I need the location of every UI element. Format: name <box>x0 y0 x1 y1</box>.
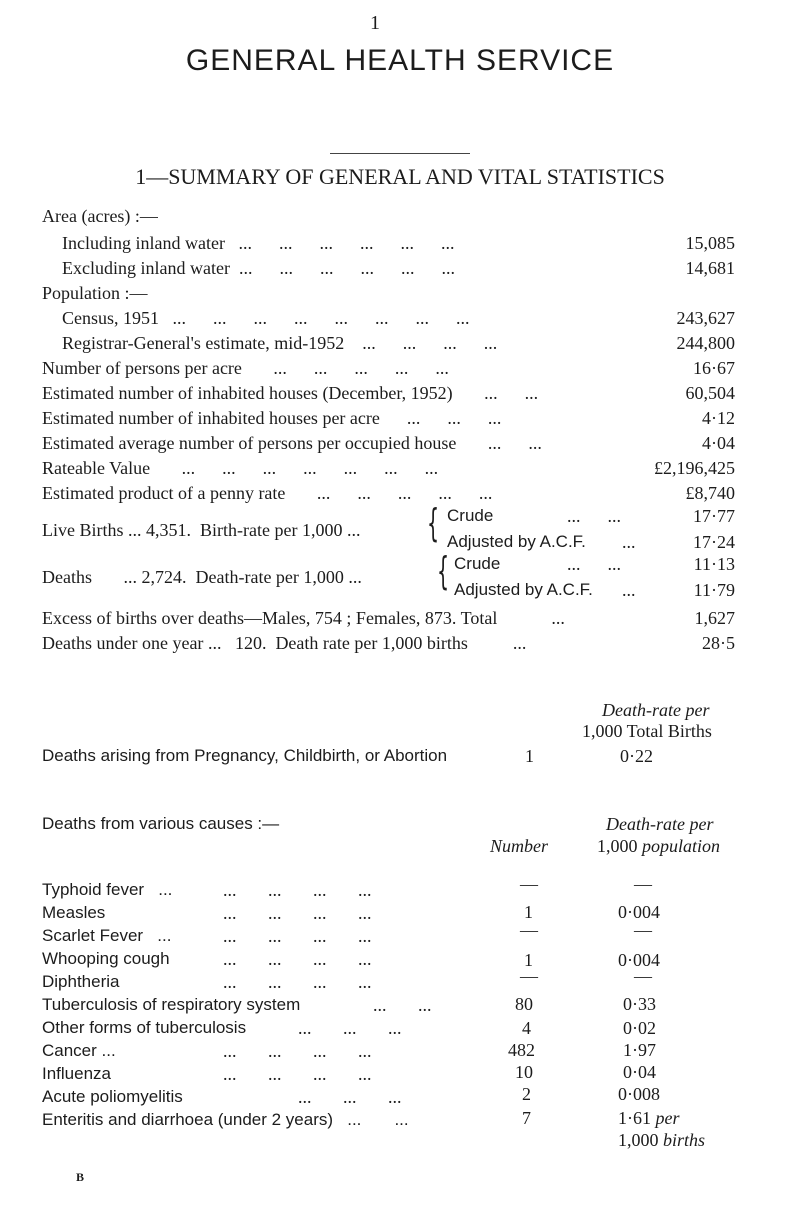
cause-row-label: Typhoid fever ... <box>42 880 173 899</box>
live-births-adjusted-dots: ... <box>622 532 636 552</box>
causes-col-rate-1: Death-rate per <box>606 814 714 834</box>
cause-row-rate: 0·04 <box>623 1062 656 1082</box>
cause-row-rate: 0·008 <box>618 1084 660 1104</box>
live-births-label: Live Births ... 4,351. Birth-rate per 1,000 ... <box>42 520 361 540</box>
cause-row-dots: ... ... ... ... <box>223 926 372 946</box>
live-births-brace: { <box>427 501 440 545</box>
cause-row-dots: ... ... <box>373 995 432 1015</box>
cause-row-number: 4 <box>522 1018 531 1038</box>
cause-row-rate: — <box>634 966 652 986</box>
population-heading: Population :— <box>42 283 148 303</box>
title-divider <box>330 153 470 154</box>
pregnancy-col-header-1: Death-rate per <box>602 700 710 720</box>
cause-row-label: Influenza <box>42 1064 111 1083</box>
stat-value: 4·04 <box>702 433 735 453</box>
cause-row-number: — <box>520 874 538 894</box>
cause-row-label: Measles <box>42 903 106 922</box>
page-number: 1 <box>370 12 380 34</box>
deaths-brace: { <box>437 549 450 593</box>
area-excl-label: Excluding inland water ... ... ... ... ... ... <box>62 258 455 278</box>
live-births-crude-label: Crude <box>447 506 494 525</box>
population-census-value: 243,627 <box>676 308 735 328</box>
deaths-crude-dots: ... ... <box>567 554 621 574</box>
causes-col-rate-2: 1,000 population <box>597 836 721 856</box>
cause-row-label: Acute poliomyelitis <box>42 1087 183 1106</box>
stat-value: 16·67 <box>693 358 735 378</box>
cause-row-dots: ... ... ... ... <box>223 1064 372 1084</box>
cause-row-rate: 1·97 <box>623 1040 656 1060</box>
deaths-label: Deaths ... 2,724. Death-rate per 1,000 ... <box>42 567 362 587</box>
cause-row-label: Whooping cough <box>42 949 170 968</box>
deaths-crude-label: Crude <box>454 554 501 573</box>
population-census-label: Census, 1951 ... ... ... ... ... ... ... ... <box>62 308 470 328</box>
cause-row-dots: ... ... ... ... <box>223 880 372 900</box>
population-reg-value: 244,800 <box>676 333 735 353</box>
live-births-crude-dots: ... ... <box>567 506 621 526</box>
cause-row-dots: ... ... ... <box>298 1087 402 1107</box>
cause-row-dots: ... ... ... ... <box>223 972 372 992</box>
stat-value: 60,504 <box>685 383 735 403</box>
stat-value: £8,740 <box>685 483 735 503</box>
deaths-adjusted-dots: ... <box>622 580 636 600</box>
cause-row-dots: ... ... ... ... <box>223 1041 372 1061</box>
cause-row-rate: — <box>634 920 652 940</box>
causes-col-number: Number <box>490 836 548 856</box>
cause-row-rate: 1·61 per <box>618 1108 680 1128</box>
cause-row-number: 10 <box>515 1062 533 1082</box>
excess-value: 1,627 <box>694 608 735 628</box>
cause-row-label: Scarlet Fever ... <box>42 926 172 945</box>
cause-row-rate-note: 1,000 births <box>618 1130 706 1150</box>
cause-row-label: Tuberculosis of respiratory system <box>42 995 301 1014</box>
cause-row-number: 7 <box>522 1108 531 1128</box>
stat-label: Estimated number of inhabited houses (December, 1952) ... ... <box>42 383 539 403</box>
population-reg-label: Registrar-General's estimate, mid-1952 ... ... ... ... <box>62 333 498 353</box>
cause-row-rate: 0·33 <box>623 994 656 1014</box>
deaths-crude-value: 11·13 <box>693 554 735 574</box>
cause-row-label: Enteritis and diarrhoea (under 2 years) ... ... <box>42 1110 409 1129</box>
stat-label: Estimated average number of persons per occupied house ... ... <box>42 433 542 453</box>
deaths-adjusted-label: Adjusted by A.C.F. <box>454 580 593 599</box>
area-inland-value: 15,085 <box>685 233 735 253</box>
live-births-adjusted-label: Adjusted by A.C.F. <box>447 532 586 551</box>
cause-row-label: Other forms of tuberculosis <box>42 1018 247 1037</box>
cause-row-rate: 0·004 <box>618 902 660 922</box>
stat-label: Estimated number of inhabited houses per acre ... ... ... <box>42 408 502 428</box>
cause-row-number: 80 <box>515 994 533 1014</box>
under-one-label: Deaths under one year ... 120. Death rate per 1,000 births ... <box>42 633 527 653</box>
stat-label: Number of persons per acre ... ... ... ... ... <box>42 358 449 378</box>
under-one-value: 28·5 <box>702 633 735 653</box>
cause-row-dots: ... ... ... ... <box>223 903 372 923</box>
cause-row-rate: 0·004 <box>618 950 660 970</box>
cause-row-number: 1 <box>524 902 533 922</box>
pregnancy-col-header-2: 1,000 Total Births <box>582 721 712 741</box>
cause-row-rate: — <box>634 874 652 894</box>
live-births-crude-value: 17·77 <box>693 506 735 526</box>
causes-heading: Deaths from various causes :— <box>42 814 280 833</box>
stat-label: Rateable Value ... ... ... ... ... ... ... <box>42 458 439 478</box>
section-title: 1—SUMMARY OF GENERAL AND VITAL STATISTICS <box>135 164 665 189</box>
stat-label: Estimated product of a penny rate ... ... ... ... ... <box>42 483 493 503</box>
stat-value: £2,196,425 <box>654 458 735 478</box>
cause-row-number: 1 <box>524 950 533 970</box>
pregnancy-label: Deaths arising from Pregnancy, Childbirth, or Abortion <box>42 746 448 765</box>
live-births-adjusted-value: 17·24 <box>693 532 735 552</box>
cause-row-number: 2 <box>522 1084 531 1104</box>
cause-row-dots: ... ... ... <box>298 1018 402 1038</box>
stat-value: 4·12 <box>702 408 735 428</box>
cause-row-label: Cancer ... <box>42 1041 116 1060</box>
excess-label: Excess of births over deaths—Males, 754 ; Females, 873. Total ... <box>42 608 565 628</box>
cause-row-rate: 0·02 <box>623 1018 656 1038</box>
cause-row-number: — <box>520 966 538 986</box>
area-inland-label: Including inland water ... ... ... ... ... ... <box>62 233 455 253</box>
area-excl-value: 14,681 <box>685 258 735 278</box>
cause-row-number: — <box>520 920 538 940</box>
page-title: GENERAL HEALTH SERVICE <box>185 44 615 77</box>
pregnancy-rate: 0·22 <box>620 746 653 766</box>
pregnancy-number: 1 <box>525 746 534 766</box>
cause-row-label: Diphtheria <box>42 972 120 991</box>
cause-row-dots: ... ... ... ... <box>223 949 372 969</box>
deaths-adjusted-value: 11·79 <box>693 580 735 600</box>
area-heading: Area (acres) :— <box>42 206 158 226</box>
footer-mark: B <box>76 1170 85 1184</box>
cause-row-number: 482 <box>508 1040 535 1060</box>
